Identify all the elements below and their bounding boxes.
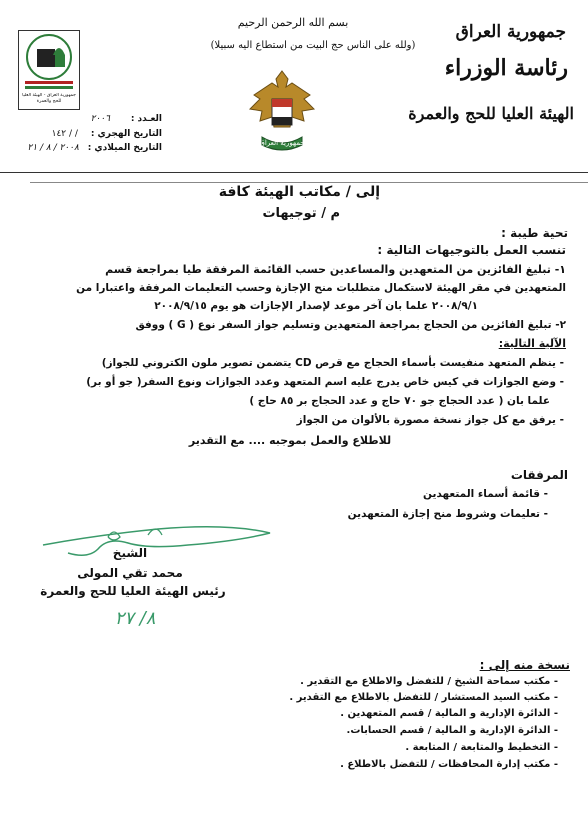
addressee-line: إلى / مكاتب الهيئة كافة [218,184,380,200]
gregorian-date-value: ٢٠٠٨ / ٨ / ٢١ [27,143,79,153]
quran-verse: (ولله على الناس حج البيت من استطاع اليه سبيلا) [210,40,416,51]
basmala: بسم الله الرحمن الرحيم [237,16,349,29]
attachments-heading: المرفقات [510,468,568,482]
header-country: جمهورية العراق [455,22,566,42]
signature-title: الشيخ [112,546,148,560]
iraq-eagle-emblem [244,65,320,157]
copy-recipient: - الدائرة الإدارية و المالية / قسم الحسابات. [346,725,558,736]
hijri-date-row [12,129,162,139]
copy-recipient: - مكتب السيد المستشار / للتفضل بالاطلاع مع التقدير . [289,692,558,703]
item1-line1: ١- تبليغ الفائزين من المتعهدين والمساعدين حسب القائمة المرفقة طيا بمراجعة قسم [105,263,566,276]
ref-number-label: العـدد : [130,114,162,124]
copy-recipient: - مكتب إدارة المحافظات / للتفضل بالاطلاع . [340,759,558,770]
mechanism-step-2: - وضع الجوازات في كيس خاص يدرج عليه اسم المتعهد وعدد الجوازات ونوع السفر( جو أو بر) [86,376,564,388]
item1-line2: المتعهدين في مقر الهيئة لاستكمال متطلبات منح الإجازة وحسب التعليمات المرفقة واعتبارا من [76,282,566,294]
header-divider [0,172,588,173]
mechanism-step-3: - يرفق مع كل جواز نسخة مصورة بالألوان من الجواز [296,414,564,426]
gregorian-date-label: التاريخ الميلادي : [87,143,162,153]
item2-line2: الآلية التالية: [498,337,566,350]
authority-logo [18,30,80,110]
copy-recipient: - مكتب سماحة الشيخ / للتفضل والاطلاع مع التقدير . [300,676,558,687]
ref-number-row [12,114,162,124]
copy-recipient: - الدائرة الإدارية و المالية / قسم المتعهدين . [340,708,558,719]
intro-line: تنسب العمل بالتوجيهات التالية : [377,243,566,257]
attachment-item: - قائمة أسماء المتعهدين [423,488,548,500]
logo-text: جمهورية العراق - الهيئة العليا للحج والعمرة [22,93,76,104]
copies-heading: نسخة منه إلى : [479,658,570,672]
header-ministry: رئاسة الوزراء [444,55,568,81]
attachments-list [248,488,548,528]
greeting: تحية طيبة : [501,226,568,240]
subject-line: م / توجيهات [262,206,340,221]
handwritten-date: ٨/ ٢٧ [114,608,156,629]
emblem-caption: جمهورية العراق [259,139,305,147]
signature-name: محمد تقي المولى [77,566,183,580]
item2-line1: ٢- تبليغ الفائزين من الحجاج بمراجعة المتعهدين وتسليم جواز السفر نوع ( G ) ووفق [135,319,566,331]
gregorian-date-row [12,143,162,153]
closing-line: للاطلاع والعمل بموجبه .... مع التقدير [188,434,392,447]
hijri-date-value: / / ١٤٢ [51,129,78,139]
item1-line3: ٢٠٠٨/٩/١ علما بان آخر موعد لإصدار الإجازات هو يوم ٢٠٠٨/٩/١٥ [154,300,478,312]
ref-number-value: ٢٠٠٦ [90,114,110,124]
header-divider-thin [30,182,588,183]
signature-position: رئيس الهيئة العليا للحج والعمرة [40,584,226,598]
attachment-item: - تعليمات وشروط منح إجازة المتعهدين [347,508,548,520]
copies-list [178,676,558,776]
hijri-date-label: التاريخ الهجري : [90,129,162,139]
header-authority: الهيئة العليا للحج والعمرة [408,104,574,123]
mechanism-step-1: - ينظم المتعهد منفيست بأسماء الحجاج مع قرص CD يتضمن تصوير ملون الكتروني للجواز) [101,357,564,369]
copy-recipient: - التخطيط والمتابعة / المتابعة . [405,742,558,753]
mechanism-step-2-note: علما بان ( عدد الحجاج جو ٧٠ حاج و عدد الحجاج بر ٨٥ حاج ) [249,395,550,407]
